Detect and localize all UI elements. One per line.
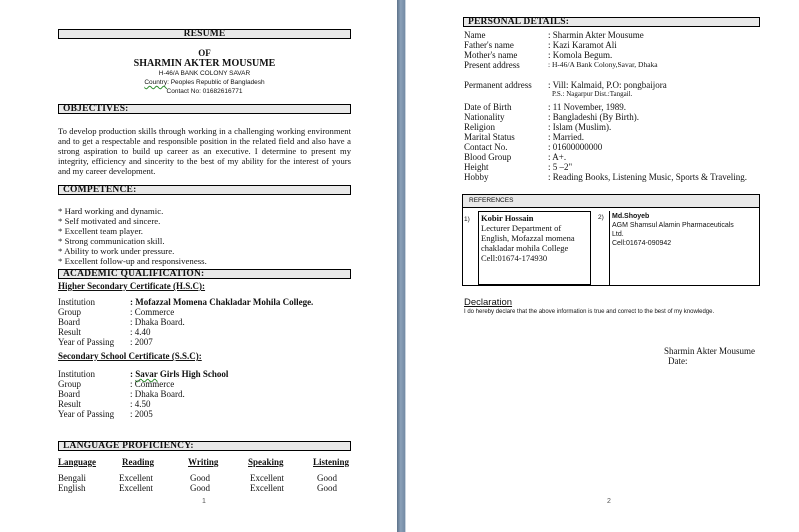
- reference-line: Cell:01674-090942: [612, 240, 672, 247]
- ssc-label: Group: [58, 379, 81, 389]
- reference-line: Ltd.: [612, 231, 624, 238]
- language-heading: LANGUAGE PROFICIENCY:: [63, 441, 194, 451]
- objectives-text: To develop production skills through working in a challenging working environment and to get a respectable and responsible position in the related field and also have a strong aspiration to build up career as an executive. I determine to present my integrity, efficiency and sincerity to the best of my ability for the interest of yours and my career development.: [58, 126, 351, 176]
- language-cell: Good: [190, 483, 210, 493]
- personal-value: : Kazi Karamot Ali: [548, 40, 617, 50]
- personal-label: Date of Birth: [464, 102, 512, 112]
- ssc-value: : Dhaka Board.: [130, 389, 185, 399]
- personal-label: Height: [464, 162, 489, 172]
- language-cell: Good: [317, 473, 337, 483]
- address-line-1: H-46/A BANK COLONY SAVAR: [158, 70, 251, 77]
- objectives-heading: OBJECTIVES:: [63, 104, 129, 114]
- personal-label: Mother's name: [464, 50, 518, 60]
- language-cell: Good: [317, 483, 337, 493]
- hsc-label: Board: [58, 317, 80, 327]
- personal-label: Father's name: [464, 40, 514, 50]
- signature-name: Sharmin Akter Mousume: [664, 346, 755, 356]
- language-cell: Excellent: [250, 483, 284, 493]
- declaration-text: I do hereby declare that the above information is true and correct to the best of my knowledge.: [464, 309, 715, 315]
- language-cell: Excellent: [119, 473, 153, 483]
- hsc-title: Higher Secondary Certificate (H.S.C):: [58, 281, 206, 291]
- references-heading: REFERENCES: [469, 197, 514, 204]
- personal-value: : A+.: [548, 152, 567, 162]
- personal-label: Name: [464, 30, 486, 40]
- ssc-value: : 4.50: [130, 399, 151, 409]
- language-col-header: Reading: [122, 457, 155, 467]
- ssc-value: [130, 369, 228, 379]
- competence-item: * Excellent team player.: [58, 226, 144, 236]
- language-cell: Excellent: [119, 483, 153, 493]
- reference-number: 2): [598, 214, 604, 221]
- ssc-label: Board: [58, 389, 80, 399]
- ssc-label: Result: [58, 399, 82, 409]
- language-col-header: Language: [58, 457, 97, 467]
- hsc-value: : 2007: [130, 337, 153, 347]
- personal-value: : Vill: Kalmaid, P.O: pongbaijora: [548, 80, 667, 90]
- personal-value: : Reading Books, Listening Music, Sports & Traveling.: [548, 172, 748, 182]
- personal-value: : Islam (Muslim).: [548, 122, 612, 132]
- academic-heading: ACADEMIC QUALIFICATION:: [63, 269, 205, 279]
- language-col-header: Speaking: [248, 457, 284, 467]
- resume-of: OF: [198, 48, 211, 58]
- resume-title: RESUME: [183, 29, 226, 39]
- ssc-institution-place: Savar: [135, 369, 158, 379]
- resume-title-bar: [58, 29, 351, 39]
- personal-value: : Bangladeshi (By Birth).: [548, 112, 639, 122]
- hsc-value: : Mofazzal Momena Chakladar Mohila College.: [130, 297, 314, 307]
- date-label: Date:: [668, 356, 688, 366]
- personal-value: : Komola Begum.: [548, 50, 613, 60]
- country-label: Country: [144, 79, 168, 86]
- hsc-value: : Dhaka Board.: [130, 317, 185, 327]
- personal-label: Contact No.: [464, 142, 508, 152]
- reference-card-1: [478, 211, 591, 285]
- personal-value: : H-46/A Bank Colony,Savar, Dhaka: [548, 60, 658, 69]
- personal-heading-bar: [463, 17, 760, 27]
- language-cell: English: [58, 483, 86, 493]
- personal-heading: PERSONAL DETAILS:: [468, 17, 570, 27]
- resume-page-1: [0, 0, 397, 532]
- personal-label: Religion: [464, 122, 495, 132]
- page-number: 2: [607, 498, 611, 505]
- ssc-value: : 2005: [130, 409, 153, 419]
- hsc-label: Year of Passing: [58, 337, 115, 347]
- personal-label: Blood Group: [464, 152, 512, 162]
- personal-value: : Married.: [548, 132, 584, 142]
- address-line-2: [58, 79, 351, 87]
- declaration-title: Declaration: [464, 297, 513, 308]
- reference-name: Kobir Hossain: [481, 213, 534, 223]
- personal-value: : Sharmin Akter Mousume: [548, 30, 644, 40]
- personal-label: Present address: [464, 60, 520, 70]
- country-value: : Peoples Republic of Bangladesh: [167, 79, 265, 86]
- language-col-header: Writing: [188, 457, 219, 467]
- ssc-label: Institution: [58, 369, 96, 379]
- personal-value: : 11 November, 1989.: [548, 102, 627, 112]
- language-cell: Good: [190, 473, 210, 483]
- reference-line: Cell:01674-174930: [481, 253, 548, 263]
- objectives-heading-bar: [58, 104, 351, 114]
- competence-item: * Excellent follow-up and responsiveness.: [58, 256, 207, 266]
- reference-line: AGM Shamsul Alamin Pharmaceuticals: [612, 222, 734, 229]
- competence-heading: COMPETENCE:: [63, 185, 137, 195]
- competence-item: * Hard working and dynamic.: [58, 206, 164, 216]
- ssc-label: Year of Passing: [58, 409, 115, 419]
- ssc-colon: :: [130, 369, 136, 379]
- permanent-address-line-2: P.S.: Nagarpur Dist.:Tangail.: [552, 90, 633, 98]
- contact-number: Contact No: 01682616771: [166, 88, 243, 95]
- reference-line: chakladar mohila College: [481, 243, 569, 253]
- personal-value: : 5 –2": [548, 162, 573, 172]
- candidate-name: SHARMIN AKTER MOUSUME: [133, 58, 276, 69]
- language-cell: Bengali: [58, 473, 86, 483]
- reference-line: Lecturer Department of: [481, 223, 562, 233]
- hsc-label: Institution: [58, 297, 96, 307]
- ssc-title: Secondary School Certificate (S.S.C):: [58, 351, 202, 361]
- ssc-value: : Commerce: [130, 379, 175, 389]
- personal-label: Nationality: [464, 112, 505, 122]
- personal-label: Marital Status: [464, 132, 515, 142]
- reference-line: English, Mofazzal momena: [481, 233, 575, 243]
- hsc-value: : 4.40: [130, 327, 151, 337]
- academic-heading-bar: [58, 269, 351, 279]
- competence-item: * Strong communication skill.: [58, 236, 165, 246]
- hsc-label: Result: [58, 327, 82, 337]
- competence-heading-bar: [58, 185, 351, 195]
- language-col-header: Listening: [313, 457, 350, 467]
- ssc-institution-name: Girls High School: [157, 369, 229, 379]
- personal-value: : 01600000000: [548, 142, 603, 152]
- hsc-value: : Commerce: [130, 307, 175, 317]
- personal-label: Permanent address: [464, 80, 532, 90]
- language-heading-bar: [58, 441, 351, 451]
- reference-number: 1): [464, 216, 470, 223]
- language-cell: Excellent: [250, 473, 284, 483]
- hsc-label: Group: [58, 307, 81, 317]
- reference-name: Md.Shoyeb: [612, 213, 650, 220]
- references-heading-bar: [463, 195, 759, 208]
- competence-item: * Self motivated and sincere.: [58, 216, 161, 226]
- page-number: 1: [202, 498, 206, 505]
- resume-page-2: [406, 0, 799, 532]
- reference-card-2: [609, 211, 760, 285]
- personal-label: Hobby: [464, 172, 489, 182]
- competence-item: * Ability to work under pressure.: [58, 246, 175, 256]
